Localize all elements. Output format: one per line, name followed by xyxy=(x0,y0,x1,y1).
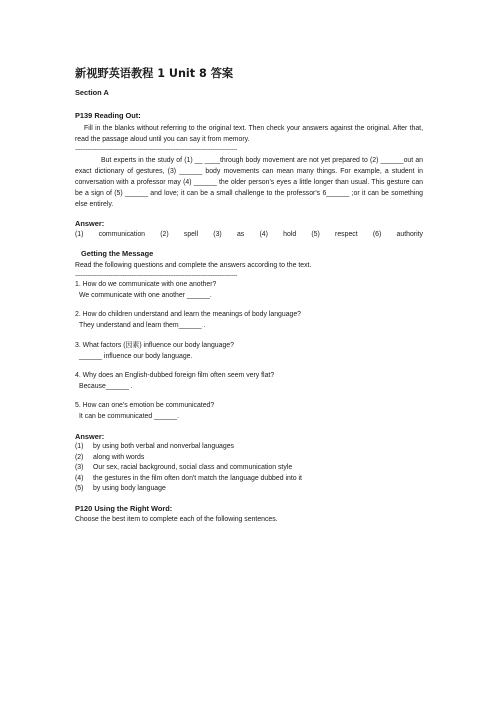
word-instruction: Choose the best item to complete each of the following sentences. xyxy=(75,515,278,523)
word-heading: P120 Using the Right Word: xyxy=(75,503,173,513)
page-title: 新视野英语教程 1 Unit 8 答案 xyxy=(75,67,234,80)
message-heading: Getting the Message xyxy=(81,249,154,258)
message-separator: -------------------------------------------------------------------------------------------- xyxy=(75,272,237,279)
question: 3. What factors (因素) influence our body language? xyxy=(75,341,234,349)
reading-passage: But experts in the study of (1) __ ____through body movement are not yet prepared to (2) ______out an exact dictionary of gestures, (3) ______ body movements can mean many things. For example, a student in conversation with a professor may (4) ______ the older person's eyes a little longer than usual. This gesture can be a sign of (5) ______ and love; it can be a small challenge to the professor's 6______ ;or it can be something else entirely. xyxy=(75,157,423,208)
question: 1. How do we communicate with one another? xyxy=(75,281,217,288)
reading-answer-item: (4) xyxy=(259,231,268,238)
reading-answer-item: spell xyxy=(183,231,199,238)
answer-prompt: Because______ . xyxy=(79,382,133,390)
reading-heading: P139 Reading Out: xyxy=(75,111,141,120)
reading-answer-item: hold xyxy=(283,231,297,238)
message-answer-list xyxy=(75,442,423,495)
reading-answer-item: (6) xyxy=(372,231,382,238)
list-item: (4) the gestures in the film often don't match the language dubbed into it xyxy=(75,474,302,482)
list-item: (5) by using body language xyxy=(75,485,166,493)
answer-prompt: They understand and learn them______ . xyxy=(79,321,206,329)
reading-answer-item: (1) xyxy=(75,231,84,238)
document-page xyxy=(75,66,423,525)
reading-answer-row xyxy=(75,229,423,240)
reading-answer-item: (3) xyxy=(213,231,222,238)
list-item: (1) by using both verbal and nonverbal languages xyxy=(75,443,234,450)
reading-answer-item: (5) xyxy=(311,231,320,238)
message-instruction: Read the following questions and complete the answers according to the text. xyxy=(75,262,312,269)
answer-prompt: ______ influence our body language. xyxy=(79,352,193,360)
section-label: Section A xyxy=(75,88,109,97)
message-answer-label: Answer: xyxy=(75,432,105,441)
reading-answer-item: authority xyxy=(396,231,423,238)
question: 2. How do children understand and learn the meanings of body language? xyxy=(75,311,302,318)
reading-instruction: Fill in the blanks without referring to the original text. Then check your answers against the original. After that, read the passage aloud until you can say it from memory. xyxy=(75,125,423,143)
reading-answer-item: (2) xyxy=(160,231,169,238)
answer-prompt: It can be communicated ______. xyxy=(79,412,179,420)
list-item: (3) Our sex, racial background, social class and communication style xyxy=(75,464,293,472)
question-list xyxy=(75,280,423,422)
reading-separator: -------------------------------------------------------------------------------------------- xyxy=(75,146,237,153)
question: 4. Why does an English-dubbed foreign film often seem very flat? xyxy=(75,372,275,379)
reading-answer-item: respect xyxy=(335,231,358,238)
answer-prompt: We communicate with one another ______. xyxy=(79,291,212,299)
reading-answer-item: communication xyxy=(98,231,145,238)
reading-answer-label: Answer: xyxy=(75,219,105,228)
question: 5. How can one's emotion be communicated? xyxy=(75,402,215,409)
reading-answer-item: as xyxy=(236,231,245,238)
list-item: (2) along with words xyxy=(75,453,145,461)
